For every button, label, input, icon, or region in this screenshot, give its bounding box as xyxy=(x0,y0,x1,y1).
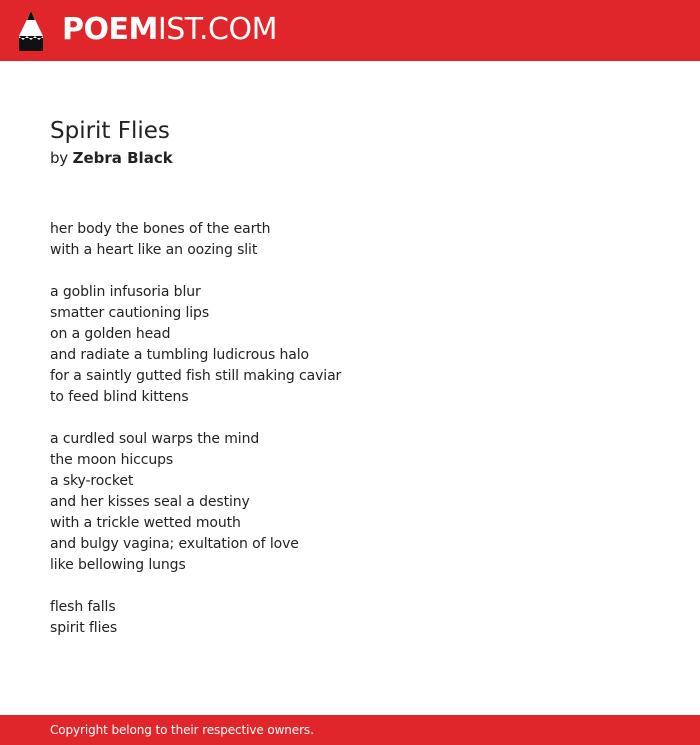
site-header xyxy=(0,0,700,61)
poem-line: flesh falls xyxy=(50,599,116,615)
by-label: by xyxy=(50,149,68,167)
poem-line: with a trickle wetted mouth xyxy=(50,515,241,531)
poem-line: a goblin infusoria blur xyxy=(50,284,201,300)
logo-text-light: IST.COM xyxy=(157,12,277,47)
poem-stanza xyxy=(50,597,670,639)
poem-line: and her kisses seal a destiny xyxy=(50,494,250,510)
poem-line: on a golden head xyxy=(50,326,171,342)
poem-line: to feed blind kittens xyxy=(50,389,189,405)
poem-line: and radiate a tumbling ludicrous halo xyxy=(50,347,310,363)
poem-title: Spirit Flies xyxy=(50,118,170,144)
poem-line: the moon hiccups xyxy=(50,452,174,468)
poem-line: a curdled soul warps the mind xyxy=(50,431,260,447)
poem-line: her body the bones of the earth xyxy=(50,221,271,237)
copyright-text: Copyright belong to their respective owners. xyxy=(50,723,314,737)
poem-stanza xyxy=(50,219,670,261)
poem-body xyxy=(50,219,670,639)
site-logo[interactable] xyxy=(62,13,277,47)
poem-line: like bellowing lungs xyxy=(50,557,186,573)
pencil-logo-icon[interactable] xyxy=(18,10,44,52)
poem-line: a sky-rocket xyxy=(50,473,134,489)
logo-text-bold: POEM xyxy=(62,12,158,47)
poem-stanza xyxy=(50,429,670,576)
site-footer xyxy=(0,715,700,745)
poem-line: with a heart like an oozing slit xyxy=(50,242,258,258)
poem-byline xyxy=(50,146,670,170)
poem-line: smatter cautioning lips xyxy=(50,305,210,321)
poem-stanza xyxy=(50,282,670,408)
poem-line: and bulgy vagina; exultation of love xyxy=(50,536,299,552)
poem-author[interactable]: Zebra Black xyxy=(72,149,173,167)
poem-content xyxy=(50,116,670,639)
poem-line: for a saintly gutted fish still making caviar xyxy=(50,368,342,384)
poem-line: spirit flies xyxy=(50,620,118,636)
